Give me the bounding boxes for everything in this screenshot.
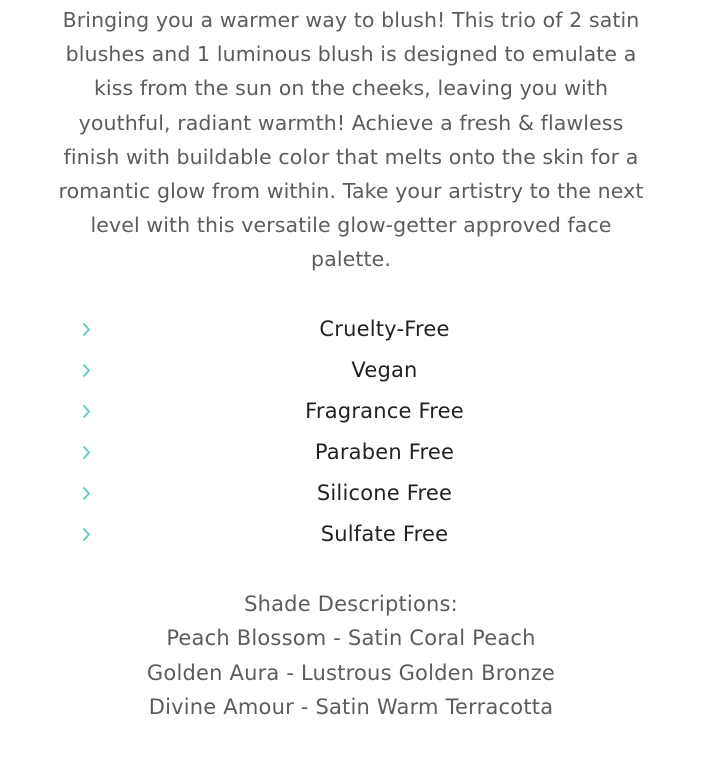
list-item bbox=[0, 432, 702, 473]
feature-label: Sulfate Free bbox=[320, 522, 449, 546]
chevron-right-icon bbox=[79, 350, 93, 391]
list-item bbox=[0, 391, 702, 432]
chevron-right-icon bbox=[79, 514, 93, 555]
list-item bbox=[0, 350, 702, 391]
chevron-right-icon bbox=[79, 391, 93, 432]
list-item bbox=[0, 309, 702, 350]
shade-heading: Shade Descriptions: bbox=[244, 592, 458, 616]
chevron-right-icon bbox=[79, 473, 93, 514]
product-description: Bringing you a warmer way to blush! This trio of 2 satin blushes and 1 luminous blush is designed to emulate a kiss from the sun on the cheeks, leaving you with youthful, radiant warmth! Achieve a fresh & flawless finish with buildable color that melts onto the skin for a romantic glow from within. Take your artistry to the next level with this versatile glow-getter approved face palette. bbox=[58, 8, 644, 272]
shade-item: Peach Blossom - Satin Coral Peach bbox=[166, 626, 536, 651]
feature-label: Vegan bbox=[351, 358, 418, 382]
chevron-right-icon bbox=[79, 309, 93, 350]
feature-label: Silicone Free bbox=[316, 481, 453, 505]
shade-descriptions bbox=[0, 587, 702, 724]
feature-label: Paraben Free bbox=[314, 440, 455, 464]
feature-label: Cruelty-Free bbox=[319, 317, 450, 341]
list-item bbox=[0, 473, 702, 514]
shade-item: Golden Aura - Lustrous Golden Bronze bbox=[146, 660, 556, 685]
feature-list bbox=[0, 309, 702, 555]
feature-label: Fragrance Free bbox=[305, 399, 464, 423]
shade-item: Divine Amour - Satin Warm Terracotta bbox=[148, 694, 554, 719]
list-item bbox=[0, 514, 702, 555]
chevron-right-icon bbox=[79, 432, 93, 473]
